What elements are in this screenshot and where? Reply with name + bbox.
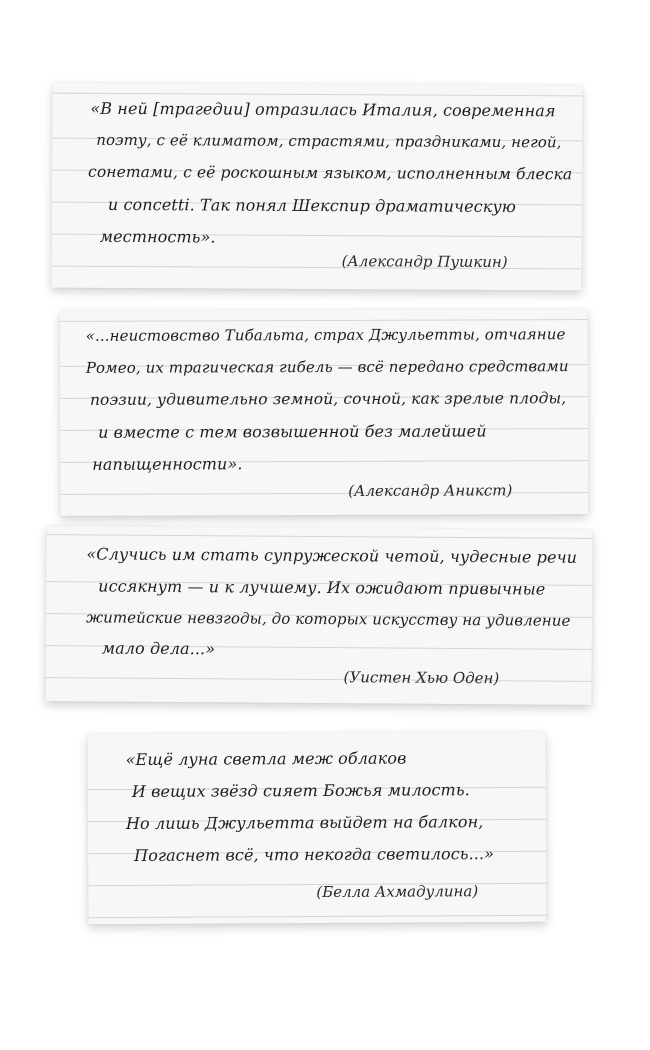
- quote-line: поэту, с её климатом, страстями, праздниками, негой,: [96, 130, 562, 152]
- quote-card-akhmadulina: [88, 732, 547, 924]
- quote-line: сонетами, с её роскошным языком, исполненным блеска: [88, 162, 573, 184]
- quote-author: (Александр Аникст): [348, 481, 513, 500]
- poem-line: Погаснет всё, что некогда светилось...»: [134, 844, 495, 865]
- quote-line: иссякнут — и к лучшему. Их ожидают привычные: [98, 576, 546, 599]
- quote-line: мало дела...»: [101, 638, 216, 659]
- quote-line: поэзии, удивительно земной, сочной, как зрелые плоды,: [89, 389, 567, 409]
- quote-line: напыщенности».: [92, 454, 243, 474]
- quote-line: местность».: [99, 226, 216, 247]
- quote-card-auden: [45, 526, 592, 705]
- quote-line: и concetti. Так понял Шекспир драматическую: [107, 194, 517, 217]
- quote-line: «...неистовство Тибальта, страх Джульетты, отчаяние: [85, 325, 566, 345]
- quote-line: «Случись им стать супружеской четой, чудесные речи: [86, 544, 578, 567]
- poem-line: И вещих звёзд сияет Божья милость.: [131, 780, 470, 801]
- poem-line: «Ещё луна светла меж облаков: [125, 748, 407, 770]
- quote-card-anikst: [60, 309, 589, 516]
- poem-line: Но лишь Джульетта выйдет на балкон,: [125, 812, 484, 833]
- quote-author: (Александр Пушкин): [341, 252, 508, 271]
- quote-card-pushkin: [51, 83, 582, 291]
- quote-line: и вместе с тем возвышенной без малейшей: [98, 421, 487, 442]
- quote-line: житейские невзгоды, до которых искусству на удивление: [85, 608, 571, 630]
- quote-author: (Белла Ахмадулина): [316, 882, 479, 902]
- quote-author: (Уистен Хью Оден): [343, 668, 500, 688]
- quote-line: «В ней [трагедии] отразилась Италия, современная: [90, 98, 556, 121]
- quote-line: Ромео, их трагическая гибель — всё передано средствами: [85, 357, 569, 377]
